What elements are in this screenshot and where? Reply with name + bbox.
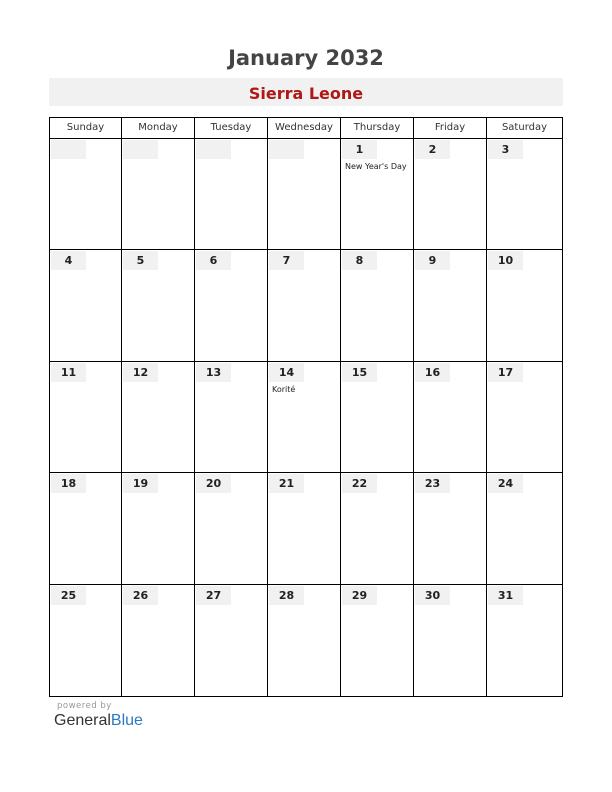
- weekday-header: Sunday: [50, 118, 122, 139]
- day-cell[interactable]: [414, 585, 487, 696]
- day-cell[interactable]: [122, 362, 195, 473]
- day-number: 2: [428, 143, 437, 156]
- day-number: 1: [355, 143, 364, 156]
- day-number: 30: [424, 588, 441, 602]
- calendar-grid: [49, 117, 563, 697]
- weekday-header: Wednesday: [268, 118, 341, 139]
- day-cell[interactable]: [487, 362, 562, 473]
- weekday-header: Thursday: [341, 118, 414, 139]
- day-number-box: [196, 140, 231, 159]
- day-number-box: [51, 140, 86, 159]
- day-number: 19: [132, 477, 149, 491]
- day-number: 20: [205, 477, 222, 491]
- day-cell[interactable]: [122, 139, 195, 250]
- brand-general-text: General: [54, 712, 111, 729]
- day-cell[interactable]: [50, 473, 122, 584]
- day-number: 28: [278, 588, 295, 602]
- day-cell[interactable]: [268, 250, 341, 361]
- day-cell[interactable]: [487, 585, 562, 696]
- brand-blue-text: Blue: [110, 712, 143, 729]
- day-cell[interactable]: [122, 585, 195, 696]
- day-cell[interactable]: [414, 139, 487, 250]
- day-number: 21: [278, 477, 295, 491]
- day-number: 25: [60, 588, 77, 602]
- day-cell[interactable]: [341, 250, 414, 361]
- day-cell[interactable]: [487, 250, 562, 361]
- day-number: 27: [205, 588, 222, 602]
- day-cell[interactable]: [50, 250, 122, 361]
- day-number: 24: [497, 477, 514, 491]
- day-number: 4: [64, 254, 73, 268]
- day-cell[interactable]: [268, 585, 341, 696]
- day-number: 18: [60, 477, 77, 491]
- day-number: 26: [132, 588, 149, 602]
- day-cell[interactable]: [195, 250, 268, 361]
- day-cell[interactable]: [341, 362, 414, 473]
- day-number: 9: [428, 254, 437, 268]
- day-number: 31: [497, 588, 514, 602]
- day-cell[interactable]: [195, 139, 268, 250]
- weekday-header: Friday: [414, 118, 487, 139]
- day-number: 5: [136, 254, 145, 268]
- powered-by-label: powered by: [57, 701, 112, 711]
- day-number: 23: [424, 477, 441, 491]
- day-number: 22: [351, 477, 368, 491]
- day-cell[interactable]: [414, 362, 487, 473]
- day-cell[interactable]: [487, 139, 562, 250]
- day-number: 8: [355, 254, 364, 268]
- day-number: 13: [205, 365, 222, 379]
- day-number: 11: [60, 365, 77, 379]
- day-cell[interactable]: [195, 473, 268, 584]
- day-cell[interactable]: [414, 473, 487, 584]
- day-cell[interactable]: [341, 139, 414, 250]
- day-cell[interactable]: [414, 250, 487, 361]
- weekday-header: Tuesday: [195, 118, 268, 139]
- day-cell[interactable]: [487, 473, 562, 584]
- holiday-label: New Year's Day: [345, 162, 407, 171]
- day-number: 3: [501, 143, 510, 156]
- calendar-title: January 2032: [228, 46, 384, 70]
- generalblue-logo[interactable]: [54, 712, 143, 730]
- day-number: 17: [497, 365, 514, 379]
- day-cell[interactable]: [50, 139, 122, 250]
- day-cell[interactable]: [122, 473, 195, 584]
- holiday-label: Korité: [272, 384, 296, 394]
- day-number: 12: [132, 365, 149, 379]
- day-cell[interactable]: [268, 473, 341, 584]
- day-cell[interactable]: [195, 362, 268, 473]
- day-cell[interactable]: [268, 362, 341, 473]
- day-cell[interactable]: [50, 585, 122, 696]
- country-name: Sierra Leone: [248, 84, 364, 103]
- weekday-header: Saturday: [487, 118, 562, 139]
- day-cell[interactable]: [341, 585, 414, 696]
- day-cell[interactable]: [122, 250, 195, 361]
- day-cell[interactable]: [268, 139, 341, 250]
- day-number: 14: [278, 365, 295, 379]
- day-cell[interactable]: [195, 585, 268, 696]
- day-cell[interactable]: [50, 362, 122, 473]
- day-number: 29: [351, 588, 368, 602]
- day-number-box: [269, 140, 304, 159]
- day-number: 6: [209, 254, 218, 268]
- day-number: 15: [351, 365, 368, 379]
- day-number: 7: [282, 254, 291, 268]
- day-cell[interactable]: [341, 473, 414, 584]
- day-number-box: [123, 140, 158, 159]
- day-number: 10: [497, 254, 514, 268]
- weekday-header: Monday: [122, 118, 195, 139]
- day-number: 16: [424, 365, 441, 379]
